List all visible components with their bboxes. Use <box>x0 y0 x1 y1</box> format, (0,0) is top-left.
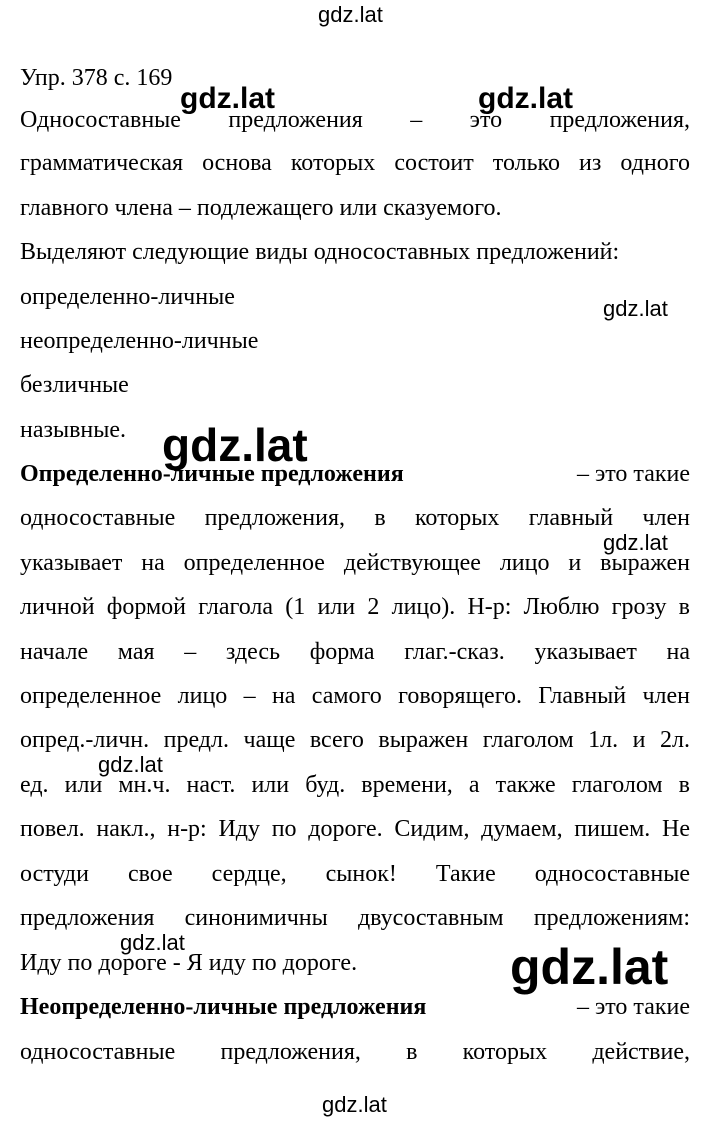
watermark: gdz.lat <box>162 419 308 471</box>
text-line: главного члена – подлежащего или сказуемого. <box>20 195 502 221</box>
section-term: Неопределенно-личные предложения <box>20 994 427 1020</box>
text-line: личной формой глагола (1 или 2 лицо). Н-р: Люблю грозу в <box>20 594 690 620</box>
text-line: Односоставные предложения – это предложения, <box>20 107 690 133</box>
text-line: односоставные предложения, в которых главный член <box>20 505 690 531</box>
section-heading-line <box>20 452 690 496</box>
text-line: грамматическая основа которых состоит только из одного <box>20 150 690 176</box>
text-line: остуди свое сердце, сынок! Такие односоставные <box>20 861 690 887</box>
watermark: gdz.lat <box>318 2 383 27</box>
text-line: указывает на определенное действующее лицо и выражен <box>20 550 690 576</box>
exercise-header: Упр. 378 с. 169 <box>20 65 173 91</box>
section-term-rest: – это такие <box>576 994 690 1020</box>
section-term: Определенно-личные предложения <box>20 461 404 487</box>
list-item: неопределенно-личные <box>20 328 259 354</box>
watermark: gdz.lat <box>120 930 185 955</box>
text-line: Иду по дороге - Я иду по дороге. <box>20 950 358 976</box>
watermark: gdz.lat <box>603 296 668 321</box>
watermark: gdz.lat <box>478 82 573 115</box>
text-line: начале мая – здесь форма глаг.-сказ. указывает на <box>20 639 690 665</box>
text-line: повел. накл., н-р: Иду по дороге. Сидим, думаем, пишем. Не <box>20 816 690 842</box>
watermark: gdz.lat <box>180 82 275 115</box>
list-item: назывные. <box>20 417 127 443</box>
text-line: опред.-личн. предл. чаще всего выражен глаголом 1л. и 2л. <box>20 727 690 753</box>
text-line: ед. или мн.ч. наст. или буд. времени, а также глаголом в <box>20 772 690 798</box>
watermark: gdz.lat <box>603 530 668 555</box>
watermark: gdz.lat <box>322 1092 387 1117</box>
watermark: gdz.lat <box>510 939 669 995</box>
text-line: Выделяют следующие виды односоставных предложений: <box>20 239 620 265</box>
list-item: определенно-личные <box>20 284 235 310</box>
list-item: безличные <box>20 372 129 398</box>
text-line: односоставные предложения, в которых действие, <box>20 1039 690 1065</box>
section-term-rest: – это такие <box>576 461 690 487</box>
text-line: определенное лицо – на самого говорящего. Главный член <box>20 683 690 709</box>
watermark: gdz.lat <box>98 752 163 777</box>
text-line: предложения синонимичны двусоставным предложениям: <box>20 905 690 931</box>
